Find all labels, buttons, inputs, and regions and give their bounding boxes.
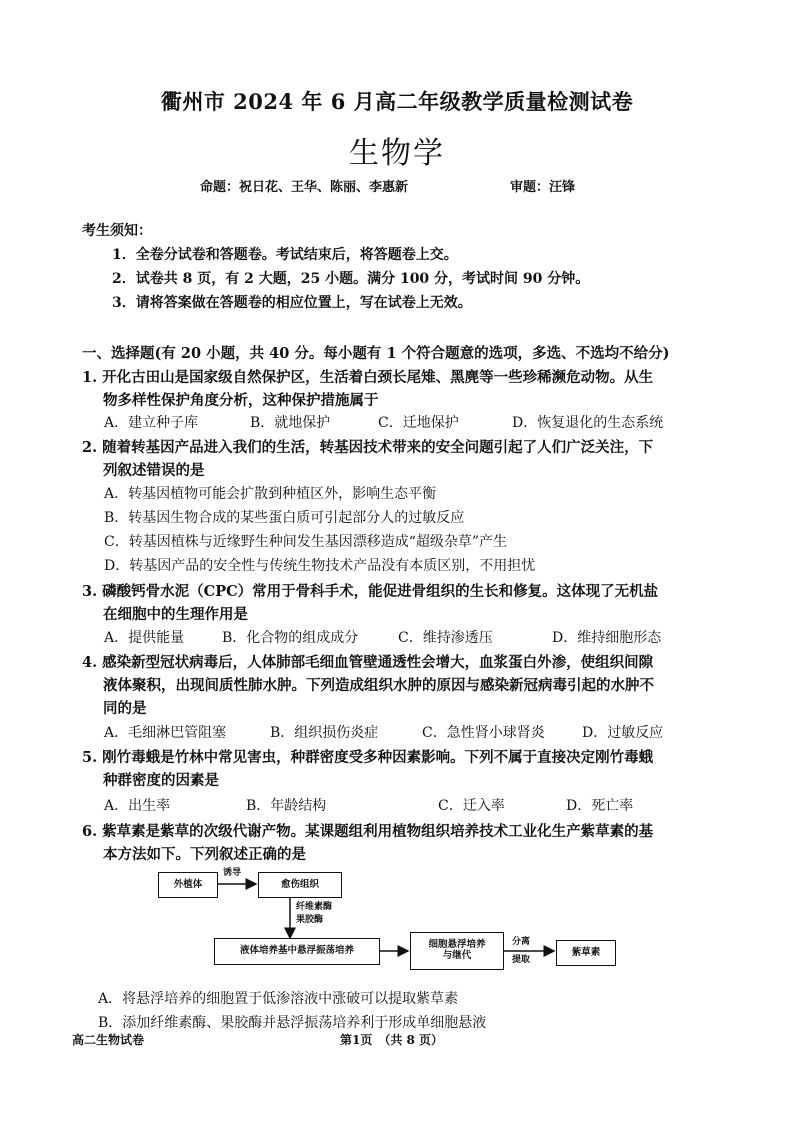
notice-heading: 考生须知：: [82, 223, 152, 239]
flow-box-product-label: 紫草素: [571, 946, 601, 958]
q3-option-c: C．维持渗透压: [398, 630, 493, 646]
flow-box-callus: [258, 872, 342, 898]
q5-option-a: A．出生率: [104, 798, 171, 814]
q5-option-d: D．死亡率: [566, 798, 634, 814]
q1-option-d: D．恢复退化的生态系统: [512, 415, 664, 431]
q4-option-d: D．过敏反应: [582, 725, 664, 741]
authors-line: 命题：祝日花、王华、陈丽、李惠新: [200, 180, 409, 195]
flow-label-enzyme-1: 纤维素酶: [296, 902, 333, 912]
flow-box-product: [556, 940, 616, 966]
q6-option-a: A．将悬浮培养的细胞置于低渗溶液中涨破可以提取紫草素: [98, 991, 459, 1007]
q4-option-c: C．急性肾小球肾炎: [422, 725, 545, 741]
flow-box-subculture: [410, 932, 504, 970]
question-5-line-1: 5. 刚竹毒蛾是竹林中常见害虫，种群密度受多种因素影响。下列不属于直接决定刚竹毒蛾: [82, 749, 654, 766]
question-4-line-1: 4. 感染新型冠状病毒后，人体肺部毛细血管壁通透性会增大，血浆蛋白外渗，使组织间隙: [82, 654, 654, 671]
q4-option-b: B．组织损伤炎症: [270, 725, 379, 741]
flow-box-callus-label: 愈伤组织: [280, 878, 319, 890]
flow-label-induce: 诱导: [223, 868, 242, 878]
q1-option-c: C．迁地保护: [378, 415, 459, 431]
reviewer-line: 审题：汪锋: [510, 180, 576, 195]
section-heading: 一、选择题(有 20 小题，共 40 分。每小题有 1 个符合题意的选项，多选、不选均不给分): [82, 345, 670, 362]
question-5-line-2: 种群密度的因素是: [103, 772, 219, 789]
flow-box-subculture-label-1: 细胞悬浮培养: [428, 939, 486, 951]
flow-label-extract: 提取: [512, 955, 531, 965]
q2-option-d: D．转基因产品的安全性与传统生物技术产品没有本质区别，不用担忧: [104, 558, 536, 574]
flow-box-suspension: [214, 938, 380, 965]
question-4-line-3: 同的是: [103, 700, 147, 717]
question-4-line-2: 液体聚积，出现间质性肺水肿。下列造成组织水肿的原因与感染新冠病毒引起的水肿不: [103, 677, 654, 694]
q4-option-a: A．毛细淋巴管阻塞: [104, 725, 227, 741]
footer-page-number: 第1页 （共 8 页）: [340, 1033, 444, 1047]
flow-box-subculture-label-2: 与继代: [442, 950, 472, 961]
question-2-line-2: 列叙述错误的是: [103, 462, 205, 479]
q3-option-a: A．提供能量: [104, 630, 185, 646]
question-6-line-2: 本方法如下。下列叙述正确的是: [103, 846, 306, 863]
notice-item: 2．试卷共 8 页，有 2 大题，25 小题。满分 100 分，考试时间 90 分钟。: [112, 271, 590, 287]
subject-title: 生物学: [349, 136, 445, 171]
question-6-line-1: 6. 紫草素是紫草的次级代谢产物。某课题组利用植物组织培养技术工业化生产紫草素的基: [82, 823, 654, 840]
notice-item: 1．全卷分试卷和答题卷。考试结束后，将答题卷上交。: [112, 247, 458, 263]
flow-box-explant-label: 外植体: [173, 878, 203, 890]
q5-option-b: B．年龄结构: [246, 798, 327, 814]
question-2-line-1: 2. 随着转基因产品进入我们的生活，转基因技术带来的安全问题引起了人们广泛关注，下: [82, 439, 654, 456]
footer-course: 高二生物试卷: [72, 1033, 145, 1047]
question-1-line-1: 1. 开化古田山是国家级自然保护区，生活着白颈长尾雉、黑麂等一些珍稀濒危动物。从生: [82, 369, 654, 386]
q3-option-b: B．化合物的组成成分: [222, 630, 359, 646]
question-3-line-2: 在细胞中的生理作用是: [103, 606, 248, 623]
flow-label-enzyme-2: 果胶酶: [296, 915, 324, 925]
q6-option-b: B．添加纤维素酶、果胶酶并悬浮振荡培养利于形成单细胞悬液: [98, 1015, 487, 1031]
flow-box-suspension-label: 液体培养基中悬浮振荡培养: [239, 945, 354, 957]
flow-label-separate: 分离: [512, 937, 531, 947]
q3-option-d: D．维持细胞形态: [552, 630, 662, 646]
q1-option-b: B．就地保护: [250, 415, 331, 431]
q2-option-b: B．转基因生物合成的某些蛋白质可引起部分人的过敏反应: [104, 510, 465, 526]
q1-option-a: A．建立种子库: [104, 415, 199, 431]
notice-item: 3．请将答案做在答题卷的相应位置上，写在试卷上无效。: [112, 295, 472, 311]
question-1-line-2: 物多样性保护角度分析，这种保护措施属于: [103, 392, 379, 409]
q5-option-c: C．迁入率: [438, 798, 505, 814]
flow-box-explant: [158, 872, 218, 898]
q2-option-c: C．转基因植株与近缘野生种间发生基因漂移造成“超级杂草”产生: [104, 534, 508, 550]
question-3-line-1: 3. 磷酸钙骨水泥（CPC）常用于骨科手术，能促进骨组织的生长和修复。这体现了无机盐: [82, 583, 659, 600]
exam-title: 衢州市 2024 年 6 月高二年级教学质量检测试卷: [160, 89, 634, 114]
q2-option-a: A．转基因植物可能会扩散到种植区外，影响生态平衡: [104, 486, 437, 502]
